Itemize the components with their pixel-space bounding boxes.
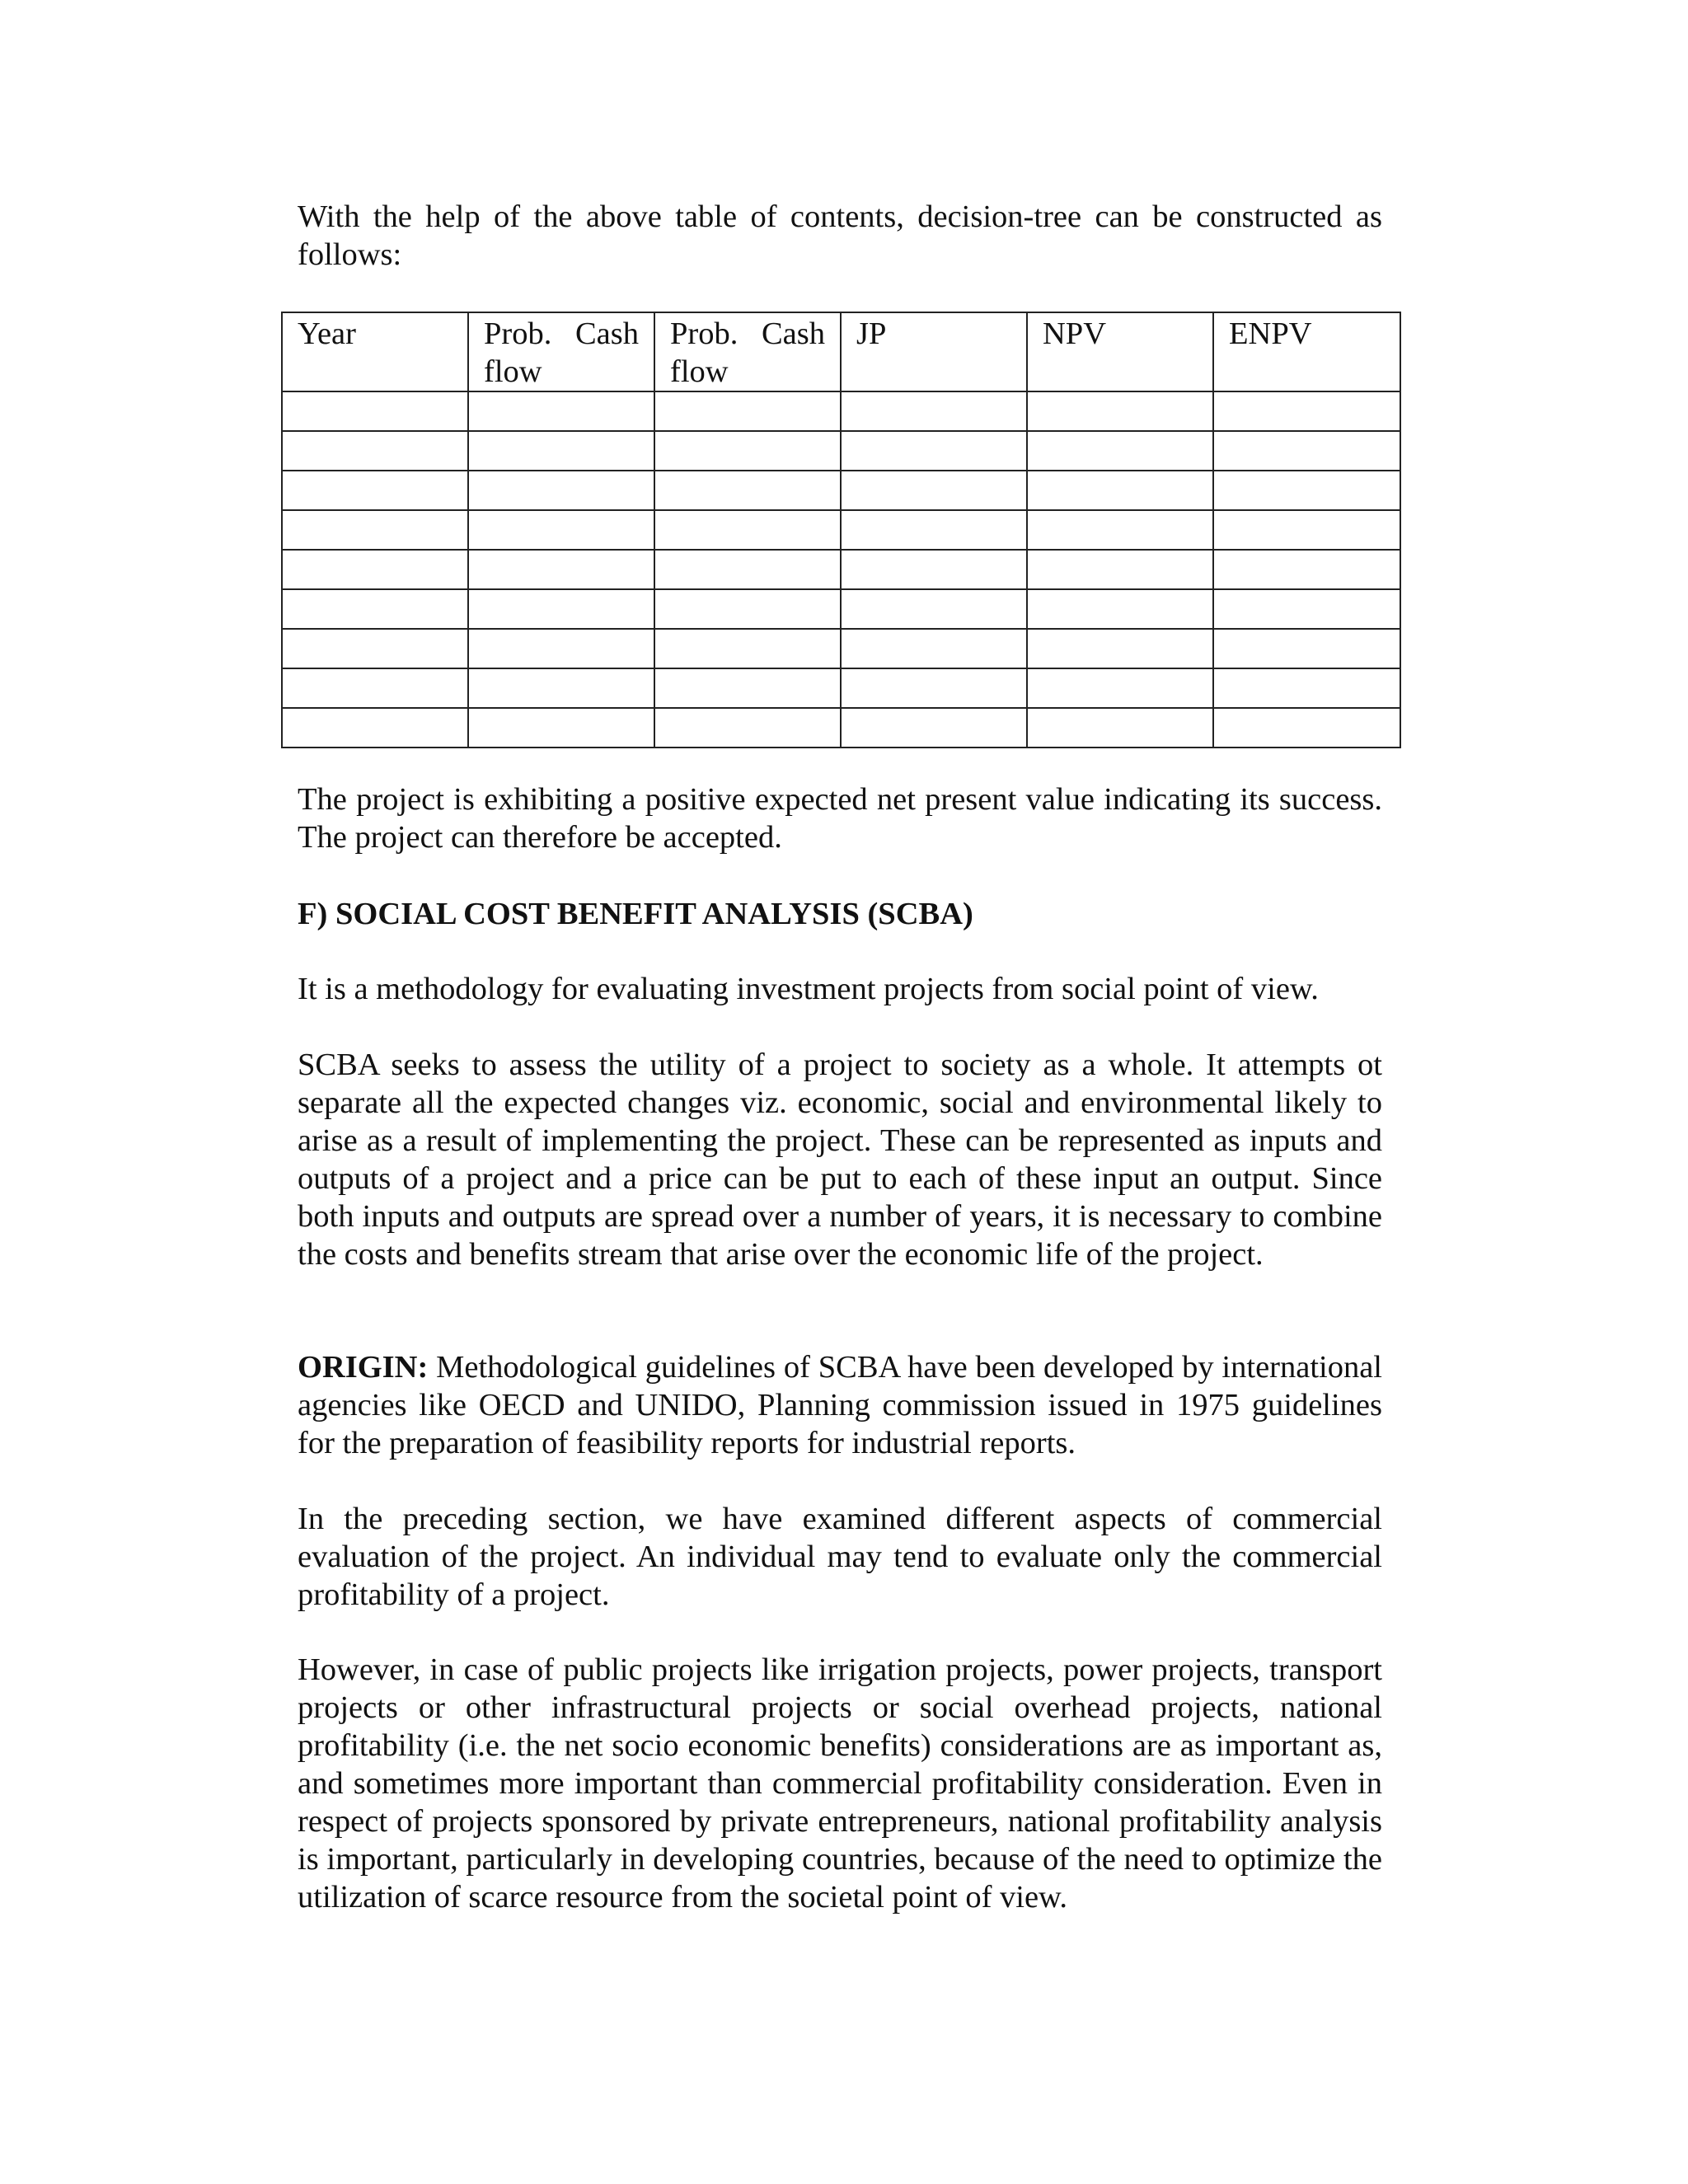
table-cell [468, 471, 654, 510]
table-cell [282, 431, 468, 471]
table-cell [654, 510, 841, 550]
table-cell [654, 589, 841, 629]
table-cell [841, 510, 1027, 550]
preceding-paragraph: In the preceding section, we have examined different aspects of commercial evaluation of the project. An individual may tend to evaluate only the commercial profitability of a project. [298, 1502, 1382, 1612]
table-row [282, 431, 1400, 471]
definition-paragraph: It is a methodology for evaluating investment projects from social point of view. [298, 972, 1319, 1006]
table-cell [282, 629, 468, 668]
intro-paragraph: With the help of the above table of contents, decision-tree can be constructed as follows: [298, 199, 1382, 272]
table-cell [1213, 471, 1400, 510]
table-cell [468, 510, 654, 550]
table-cell [1213, 391, 1400, 431]
table-cell [1027, 431, 1213, 471]
table-cell [841, 391, 1027, 431]
table-cell [654, 550, 841, 589]
table-cell [1213, 589, 1400, 629]
table-cell [468, 629, 654, 668]
table-cell [841, 431, 1027, 471]
table-cell [654, 629, 841, 668]
table-cell [841, 629, 1027, 668]
table-cell [1213, 510, 1400, 550]
table-cell [654, 708, 841, 748]
table-cell [282, 589, 468, 629]
table-cell [1027, 629, 1213, 668]
table-cell [468, 589, 654, 629]
origin-text: Methodological guidelines of SCBA have been developed by international agencies like OECD and UNIDO, Planning commission issued in 1975 guidelines for the preparation of feasibility reports for industrial reports. [298, 1350, 1382, 1460]
table-row [282, 708, 1400, 748]
table-cell [1213, 708, 1400, 748]
table-cell [282, 391, 468, 431]
table-cell [654, 471, 841, 510]
table-cell [1213, 668, 1400, 708]
table-cell [468, 431, 654, 471]
header-npv: NPV [1027, 312, 1213, 391]
table-cell [1027, 708, 1213, 748]
table-cell [282, 510, 468, 550]
table-cell [841, 708, 1027, 748]
header-jp: JP [841, 312, 1027, 391]
origin-paragraph [298, 1348, 1382, 1462]
table-cell [1027, 550, 1213, 589]
table-cell [1213, 550, 1400, 589]
table-cell [1213, 629, 1400, 668]
header-enpv: ENPV [1213, 312, 1400, 391]
decision-tree-table [281, 312, 1401, 748]
table-header-row [282, 312, 1400, 391]
table-cell [841, 668, 1027, 708]
table-cell [468, 391, 654, 431]
table-cell [1027, 471, 1213, 510]
table-row [282, 471, 1400, 510]
table-row [282, 510, 1400, 550]
scba-paragraph: SCBA seeks to assess the utility of a project to society as a whole. It attempts ot separate all the expected changes viz. economic, social and environmental likely to arise as a result of implementing the project. These can be represented as inputs and outputs of a project and a price can be put to each of these input an output. Since both inputs and outputs are spread over a number of years, it is necessary to combine the costs and benefits stream that arise over the economic life of the project. [298, 1047, 1382, 1272]
however-paragraph: However, in case of public projects like irrigation projects, power projects, transport projects or other infrastructural projects or social overhead projects, national profitability (i.e. the net socio economic benefits) considerations are as important as, and sometimes more important than commercial profitability consideration. Even in respect of projects sponsored by private entrepreneurs, national profitability analysis is important, particularly in developing countries, because of the need to optimize the utilization of scarce resource from the societal point of view. [298, 1652, 1382, 1915]
table-cell [282, 471, 468, 510]
table-cell [654, 431, 841, 471]
table-cell [841, 589, 1027, 629]
result-paragraph: The project is exhibiting a positive expected net present value indicating its success. The project can therefore be accepted. [298, 782, 1382, 855]
section-heading: F) SOCIAL COST BENEFIT ANALYSIS (SCBA) [298, 897, 973, 931]
origin-label: ORIGIN: [298, 1350, 429, 1385]
table-cell [468, 550, 654, 589]
table-cell [1027, 510, 1213, 550]
table-row [282, 668, 1400, 708]
table-cell [841, 550, 1027, 589]
table-cell [468, 708, 654, 748]
header-prob-cash-flow-1: Prob. Cash flow [468, 312, 654, 391]
table-row [282, 391, 1400, 431]
table-row [282, 629, 1400, 668]
header-year: Year [282, 312, 468, 391]
table-cell [654, 391, 841, 431]
table-cell [282, 550, 468, 589]
table-row [282, 589, 1400, 629]
table-row [282, 550, 1400, 589]
table-cell [1027, 589, 1213, 629]
table-cell [1027, 391, 1213, 431]
table-cell [468, 668, 654, 708]
table-cell [282, 668, 468, 708]
header-prob-cash-flow-2: Prob. Cash flow [654, 312, 841, 391]
table-cell [654, 668, 841, 708]
table-cell [841, 471, 1027, 510]
table-cell [1213, 431, 1400, 471]
table-cell [1027, 668, 1213, 708]
table-cell [282, 708, 468, 748]
